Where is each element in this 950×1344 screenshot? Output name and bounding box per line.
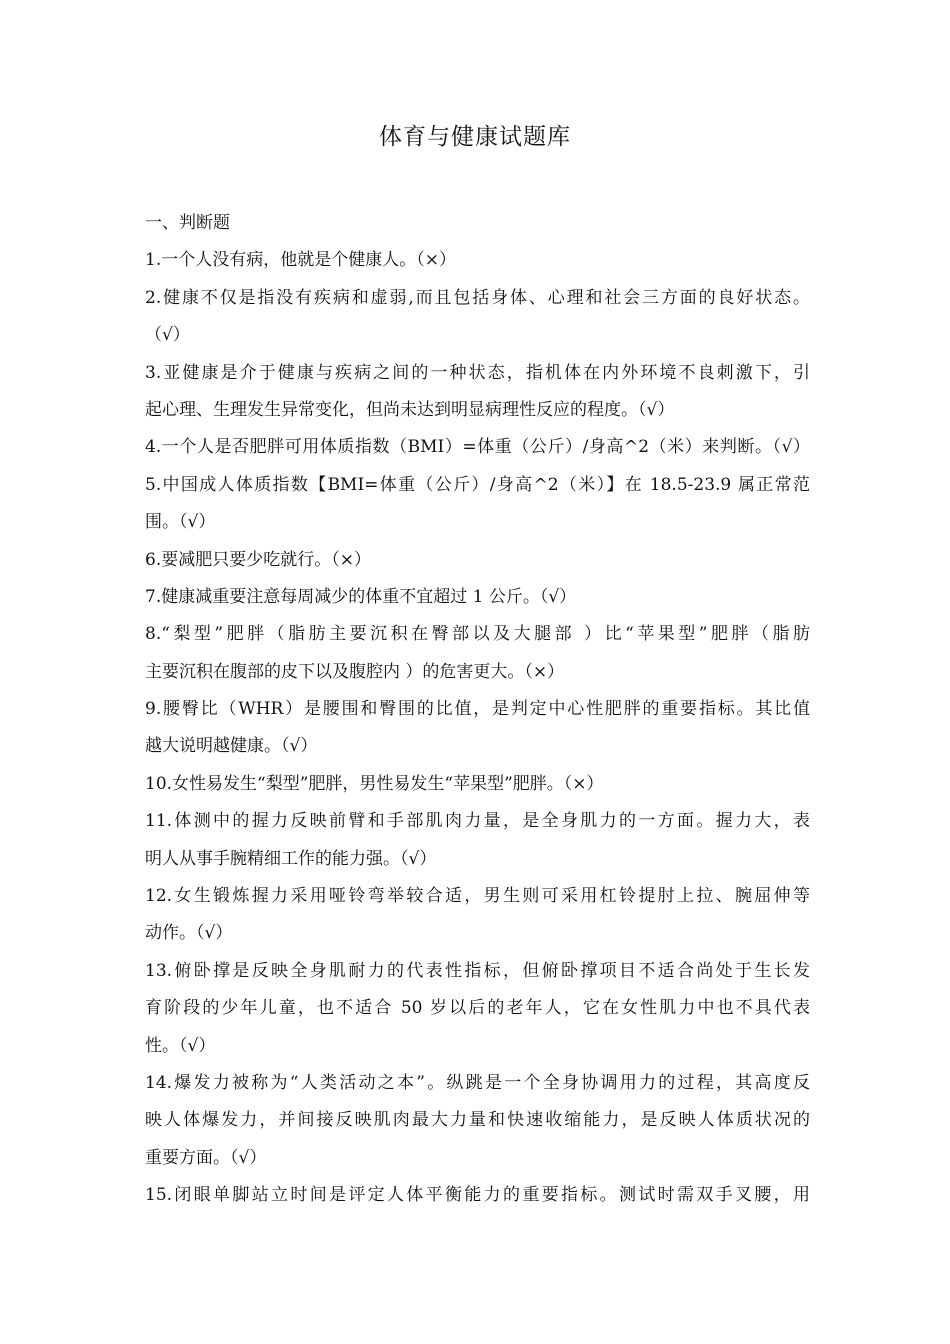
text-line: 14.爆发力被称为“人类活动之本”。纵跳是一个全身协调用力的过程，其高度反	[145, 1072, 810, 1093]
text-line: 6.要减肥只要少吃就行。（×）	[145, 549, 371, 570]
text-line: 1.一个人没有病，他就是个健康人。（×）	[145, 250, 456, 271]
text-line: 7.健康减重要注意每周减少的体重不宜超过 1 公斤。（√）	[145, 586, 577, 607]
text-line: 重要方面。（√）	[145, 1147, 267, 1168]
text-line: 主要沉积在腹部的皮下以及腹腔内 ）的危害更大。（×）	[145, 661, 565, 682]
text-line: 映人体爆发力，并间接反映肌肉最大力量和快速收缩能力，是反映人体质状况的	[145, 1110, 810, 1131]
text-line: 9.腰臀比（WHR）是腰围和臀围的比值，是判定中心性肥胖的重要指标。其比值	[145, 699, 810, 720]
text-line: 动作。（√）	[145, 923, 233, 944]
document-title: 体育与健康试题库	[379, 124, 571, 150]
text-line: 5.中国成人体质指数【BMI=体重（公斤）/身高^2（米）】在 18.5-23.9 属正常范	[145, 474, 810, 495]
text-line: 明人从事手腕精细工作的能力强。（√）	[145, 848, 437, 869]
text-line: 8.“梨型”肥胖（脂肪主要沉积在臀部以及大腿部 ）比“苹果型”肥胖（脂肪	[145, 624, 810, 645]
text-line: 12.女生锻炼握力采用哑铃弯举较合适，男生则可采用杠铃提肘上拉、腕屈伸等	[145, 886, 810, 907]
text-line: 越大说明越健康。（√）	[145, 736, 318, 757]
text-line: 10.女性易发生“梨型”肥胖，男性易发生“苹果型”肥胖。（×）	[145, 773, 604, 794]
text-line: 3.亚健康是介于健康与疾病之间的一种状态，指机体在内外环境不良刺激下，引	[145, 362, 810, 383]
text-line: 4.一个人是否肥胖可用体质指数（BMI）=体重（公斤）/身高^2（米）来判断。（√）	[145, 437, 810, 458]
text-line: 15.闭眼单脚站立时间是评定人体平衡能力的重要指标。测试时需双手叉腰，用	[145, 1185, 810, 1206]
text-line: 性。（√）	[145, 1035, 216, 1056]
document-body	[145, 205, 810, 1215]
text-line: 13.俯卧撑是反映全身肌耐力的代表性指标，但俯卧撑项目不适合尚处于生长发	[145, 960, 810, 981]
section-heading: 一、判断题	[145, 213, 230, 233]
text-line: 11.体测中的握力反映前臂和手部肌肉力量，是全身肌力的一方面。握力大，表	[145, 811, 810, 832]
text-line: 围。（√）	[145, 512, 216, 533]
text-line: （√）	[145, 325, 190, 346]
text-line: 2.健康不仅是指没有疾病和虚弱,而且包括身体、心理和社会三方面的良好状态。	[145, 287, 810, 308]
text-line: 育阶段的少年儿童，也不适合 50 岁以后的老年人，它在女性肌力中也不具代表	[145, 998, 810, 1019]
text-line: 起心理、生理发生异常变化，但尚未达到明显病理性反应的程度。（√）	[145, 399, 675, 420]
